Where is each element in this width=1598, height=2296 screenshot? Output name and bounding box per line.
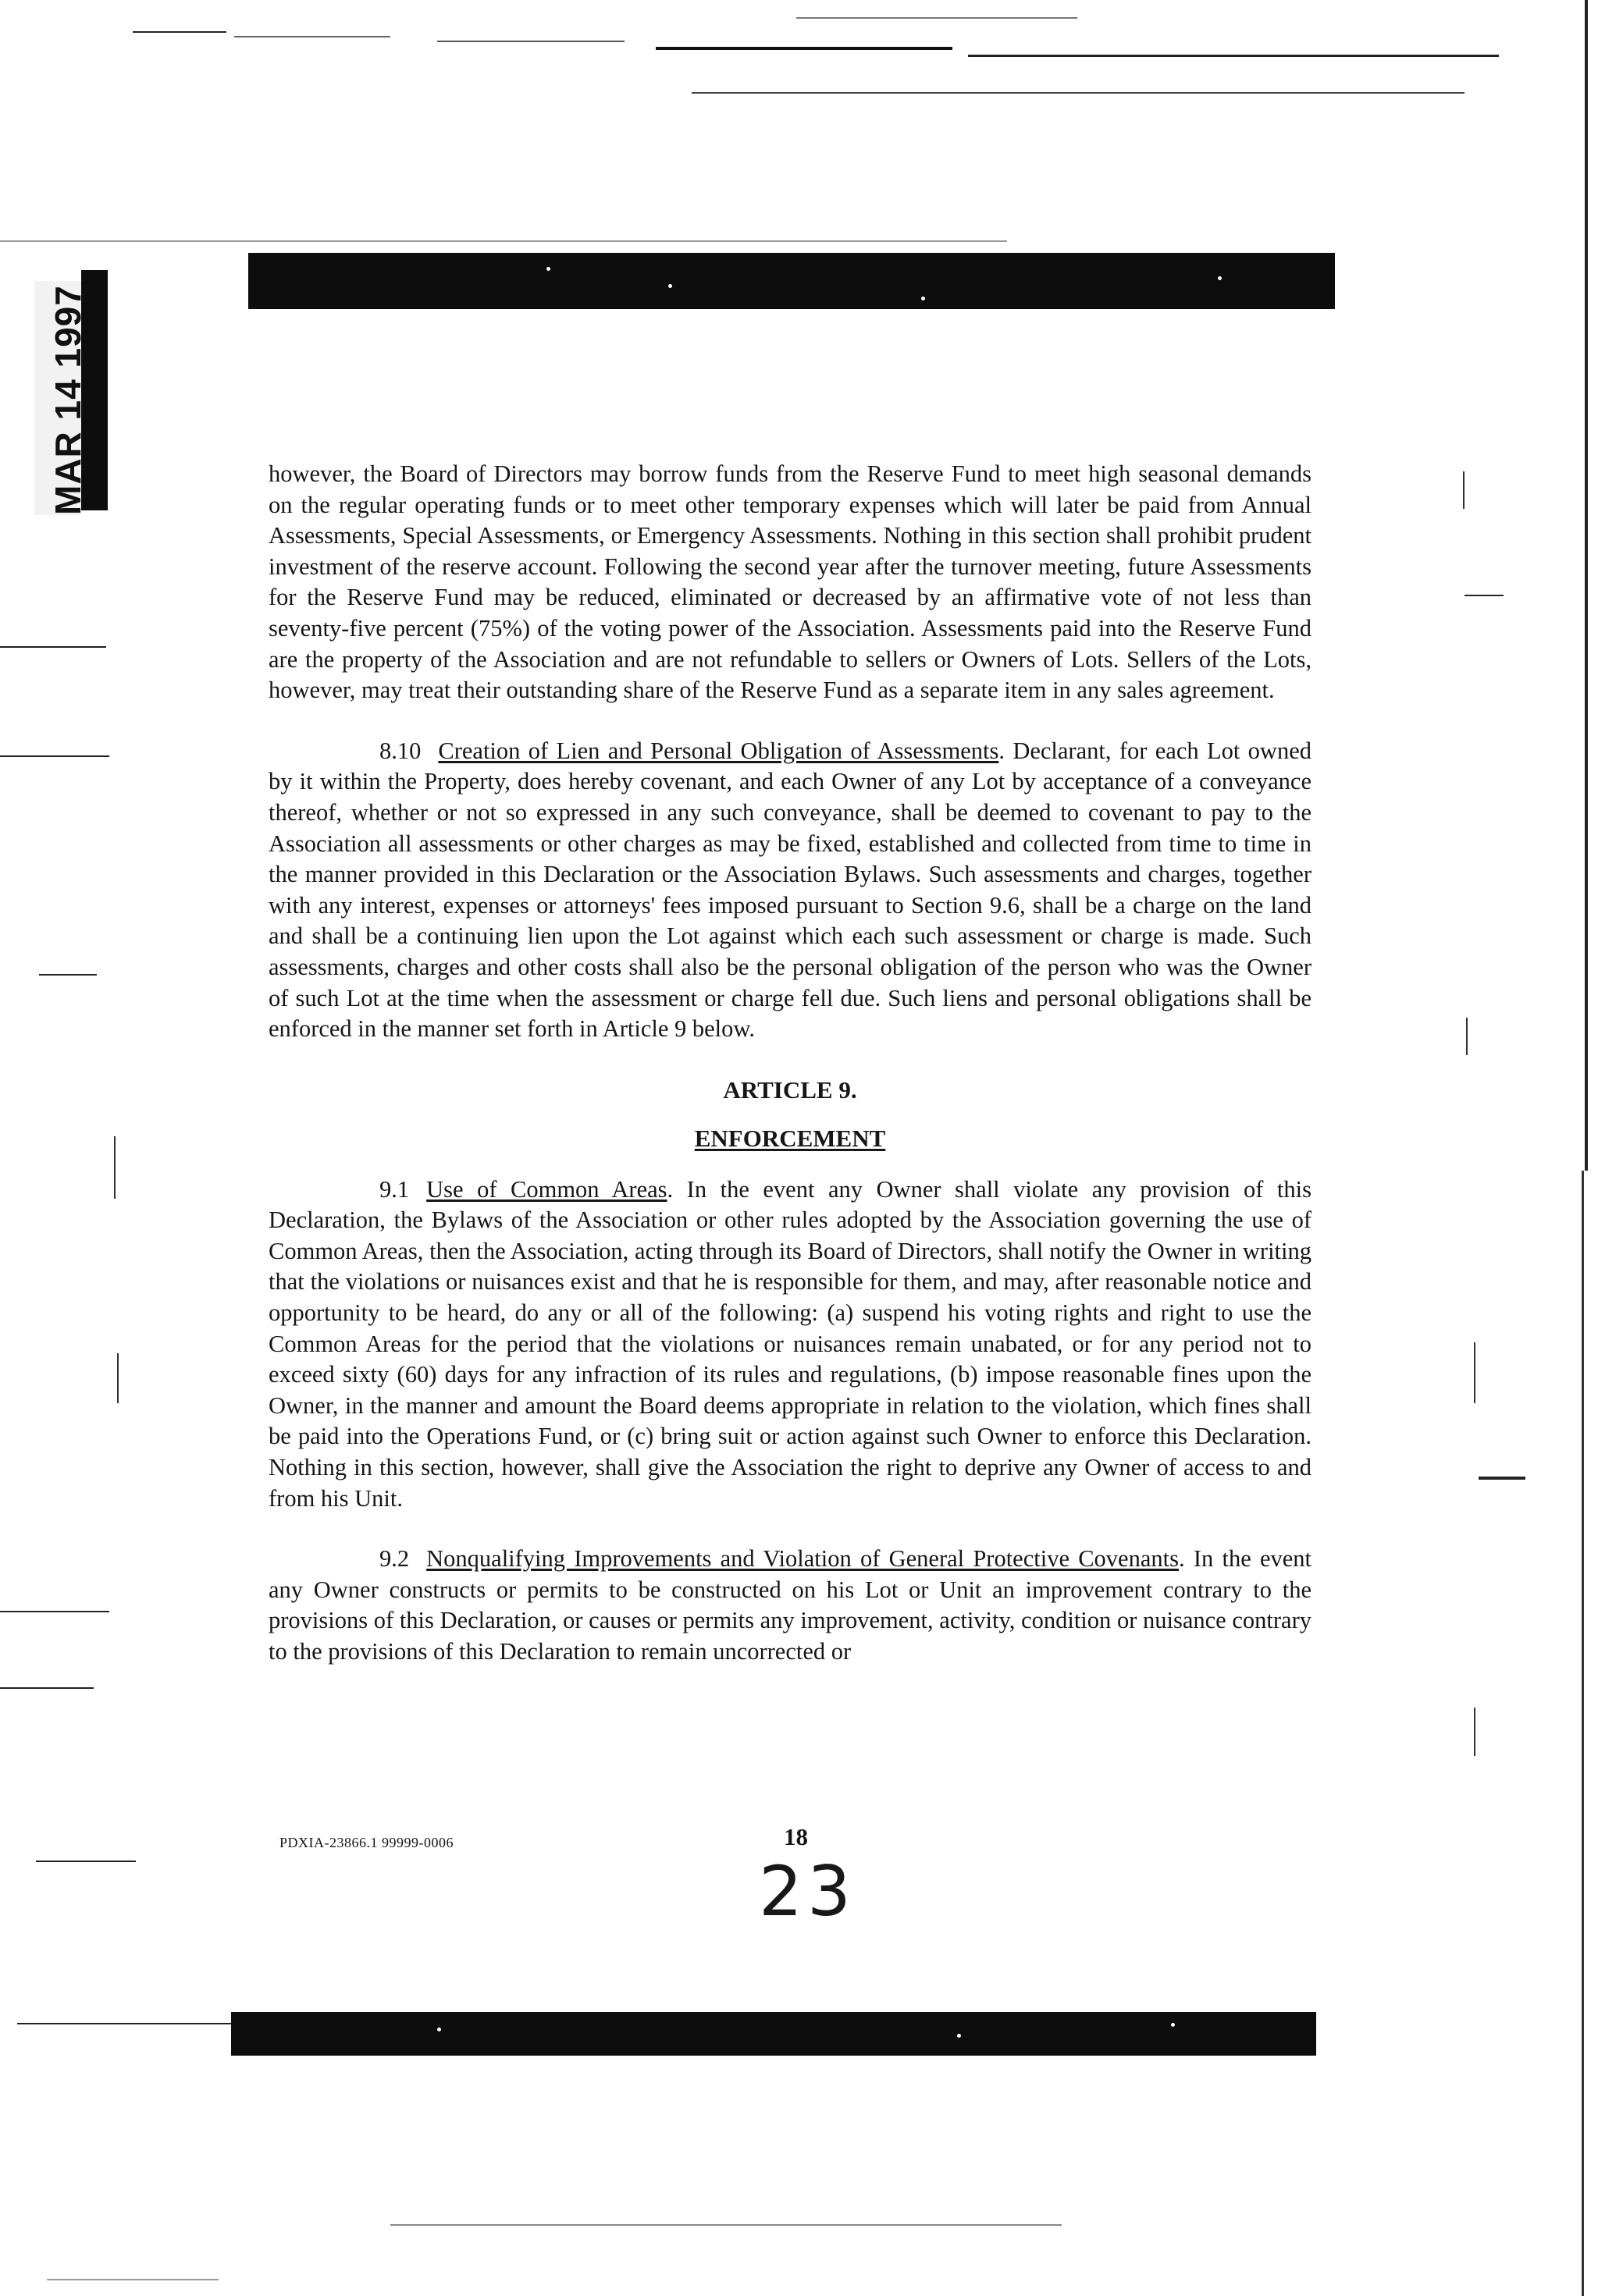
- scan-speck: [546, 267, 550, 271]
- scan-edge-line: [437, 41, 625, 42]
- section-9-2: [269, 1544, 1311, 1667]
- section-number: 9.1: [379, 1175, 410, 1203]
- section-8-10: [269, 736, 1311, 1045]
- margin-mark: [390, 2224, 1062, 2226]
- document-id: PDXIA-23866.1 99999-0006: [279, 1835, 454, 1850]
- margin-mark: [114, 1136, 116, 1199]
- scan-black-bar-bottom: [231, 2012, 1316, 2056]
- scan-edge-line: [1582, 1171, 1584, 2296]
- margin-mark: [47, 2279, 219, 2280]
- scan-edge-line: [133, 31, 226, 33]
- scan-edge-line: [692, 92, 1465, 94]
- section-body: . In the event any Owner shall violate any provision of this Declaration, the Bylaws of the Association or other rules adopted by the Association governing the use of Common Areas, then the Association, acting through its Board of Directors, shall notify the Owner in writing that the violations or nuisances exist and that he is responsible for them, and may, after reasonable notice and opportunity to be heard, do any or all of the following: (a) suspend his voting rights and right to use the Common Areas for the period that the violations or nuisances remain unabated, or for any period not to exceed sixty (60) days for any infraction of its rules and regulations, (b) impose reasonable fines upon the Owner, in the manner and amount the Board deems appropriate in relation to the violation, which fines shall be paid into the Operations Fund, or (c) bring suit or action against such Owner to enforce this Declaration. Nothing in this section, however, shall give the Association the right to deprive any Owner of access to and from his Unit.: [269, 1175, 1312, 1512]
- margin-mark: [17, 2023, 236, 2024]
- section-title: Nonqualifying Improvements and Violation of General Protective Covenants: [426, 1545, 1179, 1573]
- scan-edge-line: [234, 36, 390, 37]
- scan-speck: [437, 2028, 441, 2031]
- article-heading: ARTICLE 9.: [723, 1075, 857, 1104]
- scan-edge-line: [1585, 0, 1588, 1171]
- margin-mark: [117, 1353, 119, 1403]
- margin-mark: [1463, 471, 1465, 509]
- scan-edge-line: [656, 47, 952, 50]
- margin-mark: [0, 646, 106, 648]
- margin-mark: [1474, 1708, 1475, 1756]
- scan-speck: [1171, 2023, 1175, 2027]
- margin-mark: [1465, 595, 1504, 596]
- margin-mark: [0, 1687, 94, 1689]
- margin-mark: [0, 755, 109, 757]
- date-stamp: MAR 14 1997: [48, 285, 88, 515]
- margin-mark: [1474, 1342, 1475, 1403]
- margin-mark: [1466, 1018, 1468, 1055]
- section-number: 8.10: [379, 737, 422, 764]
- scan-edge-line: [796, 17, 1077, 19]
- margin-mark: [0, 1611, 109, 1612]
- margin-mark: [36, 1861, 136, 1862]
- margin-mark: [39, 974, 97, 976]
- handwritten-page-number: 23: [759, 1851, 856, 1932]
- scan-black-bar-top: [248, 253, 1335, 309]
- scan-speck: [957, 2034, 961, 2038]
- paragraph-reserve-fund-continuation: however, the Board of Directors may borrow funds from the Reserve Fund to meet high seasonal demands on the regular operating funds or to meet other temporary expenses which will later be paid from Annual Assessments, Special Assessments, or Emergency Assessments. Nothing in this section shall prohibit prudent investment of the reserve account. Following the second year after the turnover meeting, future Assessments for the Reserve Fund may be reduced, eliminated or decreased by an affirmative vote of not less than seventy-five percent (75%) of the voting power of the Association. Assessments paid into the Reserve Fund are the property of the Association and are not refundable to sellers or Owners of Lots. Sellers of the Lots, however, may treat their outstanding share of the Reserve Fund as a separate item in any sales agreement.: [269, 460, 1311, 704]
- document-body: [269, 459, 1311, 1668]
- section-body: . In the event any Owner constructs or permits to be constructed on his Lot or Unit an improvement contrary to the provisions of this Declaration, or causes or permits any improvement, activity, condition or nuisance contrary to the provisions of this Declaration to remain uncorrected or: [269, 1545, 1312, 1665]
- margin-mark: [1479, 1477, 1525, 1480]
- page-number: 18: [784, 1823, 808, 1850]
- scan-edge-line: [0, 240, 1007, 242]
- section-title: Use of Common Areas: [426, 1175, 667, 1203]
- section-9-1: [269, 1175, 1311, 1515]
- section-title: Creation of Lien and Personal Obligation of Assessments: [438, 737, 999, 764]
- scan-speck: [921, 297, 925, 300]
- article-subheading: ENFORCEMENT: [694, 1124, 886, 1152]
- section-number: 9.2: [379, 1545, 410, 1573]
- scan-edge-line: [968, 55, 1499, 57]
- scan-speck: [1218, 276, 1222, 280]
- section-body: . Declarant, for each Lot owned by it within the Property, does hereby covenant, and each Owner of any Lot by acceptance of a conveyance thereof, whether or not so expressed in any such conveyance, shall be deemed to covenant to pay to the Association all assessments or other charges as may be fixed, established and collected from time to time in the manner provided in this Declaration or the Association Bylaws. Such assessments and charges, together with any interest, expenses or attorneys' fees imposed pursuant to Section 9.6, shall be a charge on the land and shall be a continuing lien upon the Lot against which each such assessment or charge is made. Such assessments, charges and other costs shall also be the personal obligation of the person who was the Owner of such Lot at the time when the assessment or charge fell due. Such liens and personal obligations shall be enforced in the manner set forth in Article 9 below.: [269, 737, 1311, 1043]
- scan-speck: [668, 284, 672, 288]
